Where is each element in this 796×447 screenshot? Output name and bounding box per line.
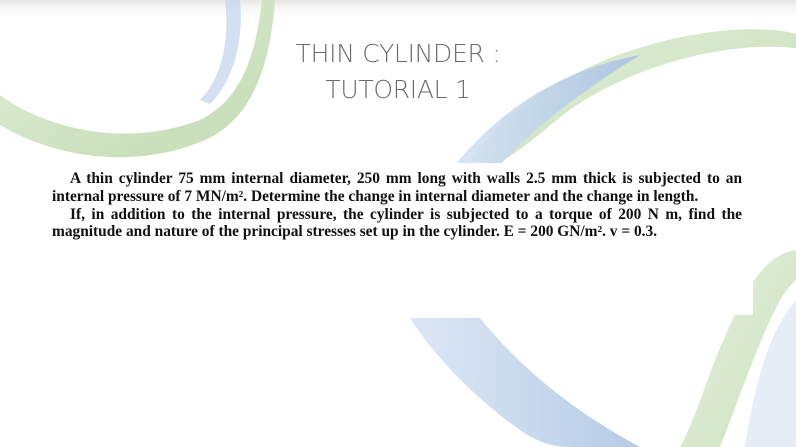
problem-paragraph-2: If, in addition to the internal pressure, the cylinder is subjected to a torque of 200 N m, find the magnitude and nature of the principal stresses set up in the cylinder. E = 200 GN/m². v = 0.3. xyxy=(52,205,742,241)
problem-statement xyxy=(52,170,742,241)
blue-swoosh-bottom xyxy=(410,318,640,447)
slide-title xyxy=(198,36,598,108)
problem-paragraph-1: A thin cylinder 75 mm internal diameter, 250 mm long with walls 2.5 mm thick is subjected to an internal pressure of 7 MN/m². Determine the change in internal diameter and the change in length. xyxy=(52,170,742,205)
title-line-2: TUTORIAL 1 xyxy=(325,75,471,104)
title-line-1: THIN CYLINDER : xyxy=(295,39,501,68)
top-shade xyxy=(0,0,796,20)
